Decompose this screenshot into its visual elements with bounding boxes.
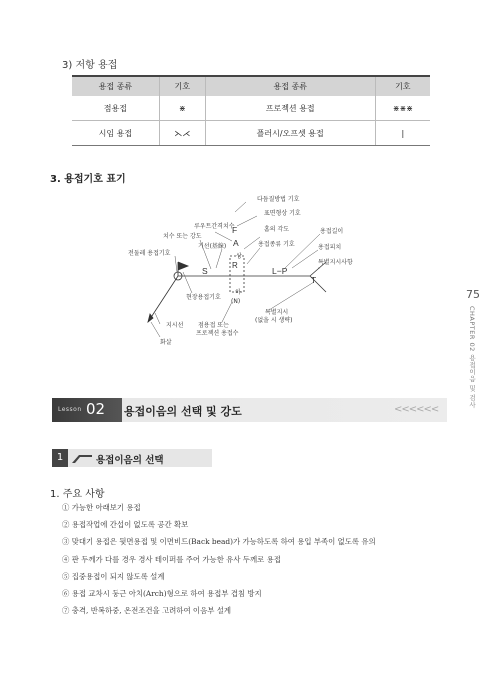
leader-line	[235, 202, 246, 212]
diagram-label: (N)	[231, 298, 241, 305]
subsection-title: 용접이음의 선택	[96, 455, 164, 466]
leader-line	[284, 234, 320, 269]
table-header: 용접 종류	[205, 76, 375, 96]
diagram-label: 홈의 각도	[264, 226, 290, 233]
table-cell: 시임 용접	[72, 121, 159, 146]
leader-line	[247, 248, 260, 264]
table-header: 기호	[159, 76, 205, 96]
subsection-number: 1	[52, 449, 68, 467]
table-header: 용접 종류	[72, 76, 159, 96]
symbol-letter-a: A	[233, 238, 239, 248]
list-item: ⑥ 용접 교차시 둥근 아치(Arch)형으로 하여 용접부 겹침 방지	[62, 588, 262, 598]
table-cell: 점용접	[72, 96, 159, 121]
list-item: ⑤ 집중용접이 되지 않도록 설계	[62, 571, 165, 581]
diagram-label: 용접길이	[320, 228, 344, 235]
diagram-label: 용접피치	[318, 244, 342, 251]
table-cell: 플러시/오프셋 용접	[205, 121, 375, 146]
page-number: 75	[466, 288, 480, 301]
weld-symbol-cell: ⋇	[159, 96, 205, 121]
arrow-line	[148, 276, 178, 322]
leader-line	[175, 256, 177, 272]
table-cell: 프로젝션 용접	[205, 96, 375, 121]
main-items-list	[62, 499, 376, 619]
leader-line	[269, 282, 314, 310]
table-header: 기호	[375, 76, 430, 96]
symbol-letters-lp: L−P	[272, 266, 288, 276]
symbol-letter-f: F	[232, 225, 238, 235]
diagram-label: 기선(基線)	[198, 243, 227, 250]
chapter-label: CHAPTER 02 용접이음 및 검사	[468, 306, 476, 409]
leader-line	[222, 302, 232, 322]
main-items-heading: 1. 주요 사항	[50, 489, 105, 500]
diagram-label: 다듬질방법 기호	[257, 196, 300, 203]
weld-symbol-cell: |	[375, 121, 430, 146]
list-item: ③ 맞대기 용접은 뒷면용접 및 이면비드(Back bead)가 가능하도록 하여 용입 부족이 없도록 유의	[62, 537, 376, 547]
symbol-letter-r: R	[232, 261, 238, 270]
list-item: ② 용접작업에 간섭이 없도록 공간 확보	[62, 520, 189, 530]
chevrons-left-icon: <<<<<<	[394, 404, 439, 415]
list-item: ① 가능한 아래보기 용접	[62, 503, 141, 512]
lesson-word: Lesson	[58, 406, 82, 413]
diagram-label: 지시선	[166, 322, 184, 329]
diagram-label: 상	[236, 253, 242, 260]
lesson-title: 용접이음의 선택 및 강도	[124, 405, 242, 418]
diagram-label: 하	[235, 289, 241, 296]
slash-icon	[70, 452, 94, 464]
diagram-label: 특별지시사항	[318, 259, 353, 266]
diagram-label: 현장용접기호	[186, 294, 221, 301]
lesson-number: 02	[86, 400, 106, 418]
diagram-label: 전둘레 용접기호	[128, 250, 171, 257]
symbol-letter-t: T	[311, 275, 317, 285]
diagram-label: 루우트간격치수	[194, 223, 235, 230]
weld-symbol-cell: ⋋⋌	[159, 121, 205, 146]
lesson-banner	[52, 398, 447, 422]
resistance-weld-heading: 3) 저항 용접	[62, 60, 118, 71]
weld-symbol-cell: ⋇⋇⋇	[375, 96, 430, 121]
list-item: ⑦ 충격, 반복하중, 온전조건을 고려하여 이음부 설계	[62, 606, 231, 616]
field-flag	[178, 262, 188, 270]
diagram-label: 치수 또는 강도	[163, 233, 202, 240]
leader-line	[151, 322, 160, 337]
leader-line	[237, 216, 257, 226]
section-heading-symbol: 3. 용접기호 표기	[50, 174, 126, 185]
list-item: ④ 판 두께가 다를 경우 경사 테이퍼를 주어 가능한 유사 두께로 용접	[62, 554, 281, 564]
diagram-label: 화살	[160, 339, 172, 346]
leader-line	[215, 232, 232, 241]
diagram-label: (없을 시 생략)	[255, 317, 293, 324]
symbol-letter-s: S	[202, 266, 208, 276]
diagram-label: 특별지시	[265, 309, 289, 316]
diagram-label: 점용접 또는	[198, 322, 229, 329]
leader-line	[216, 249, 222, 268]
leader-line	[155, 313, 160, 324]
diagram-label: 용접종류 기호	[258, 241, 295, 248]
leader-line	[183, 272, 192, 293]
leader-line	[292, 250, 318, 268]
diagram-label: 프로젝션 용접수	[196, 330, 239, 337]
diagram-label: 표면형상 기호	[264, 210, 301, 217]
